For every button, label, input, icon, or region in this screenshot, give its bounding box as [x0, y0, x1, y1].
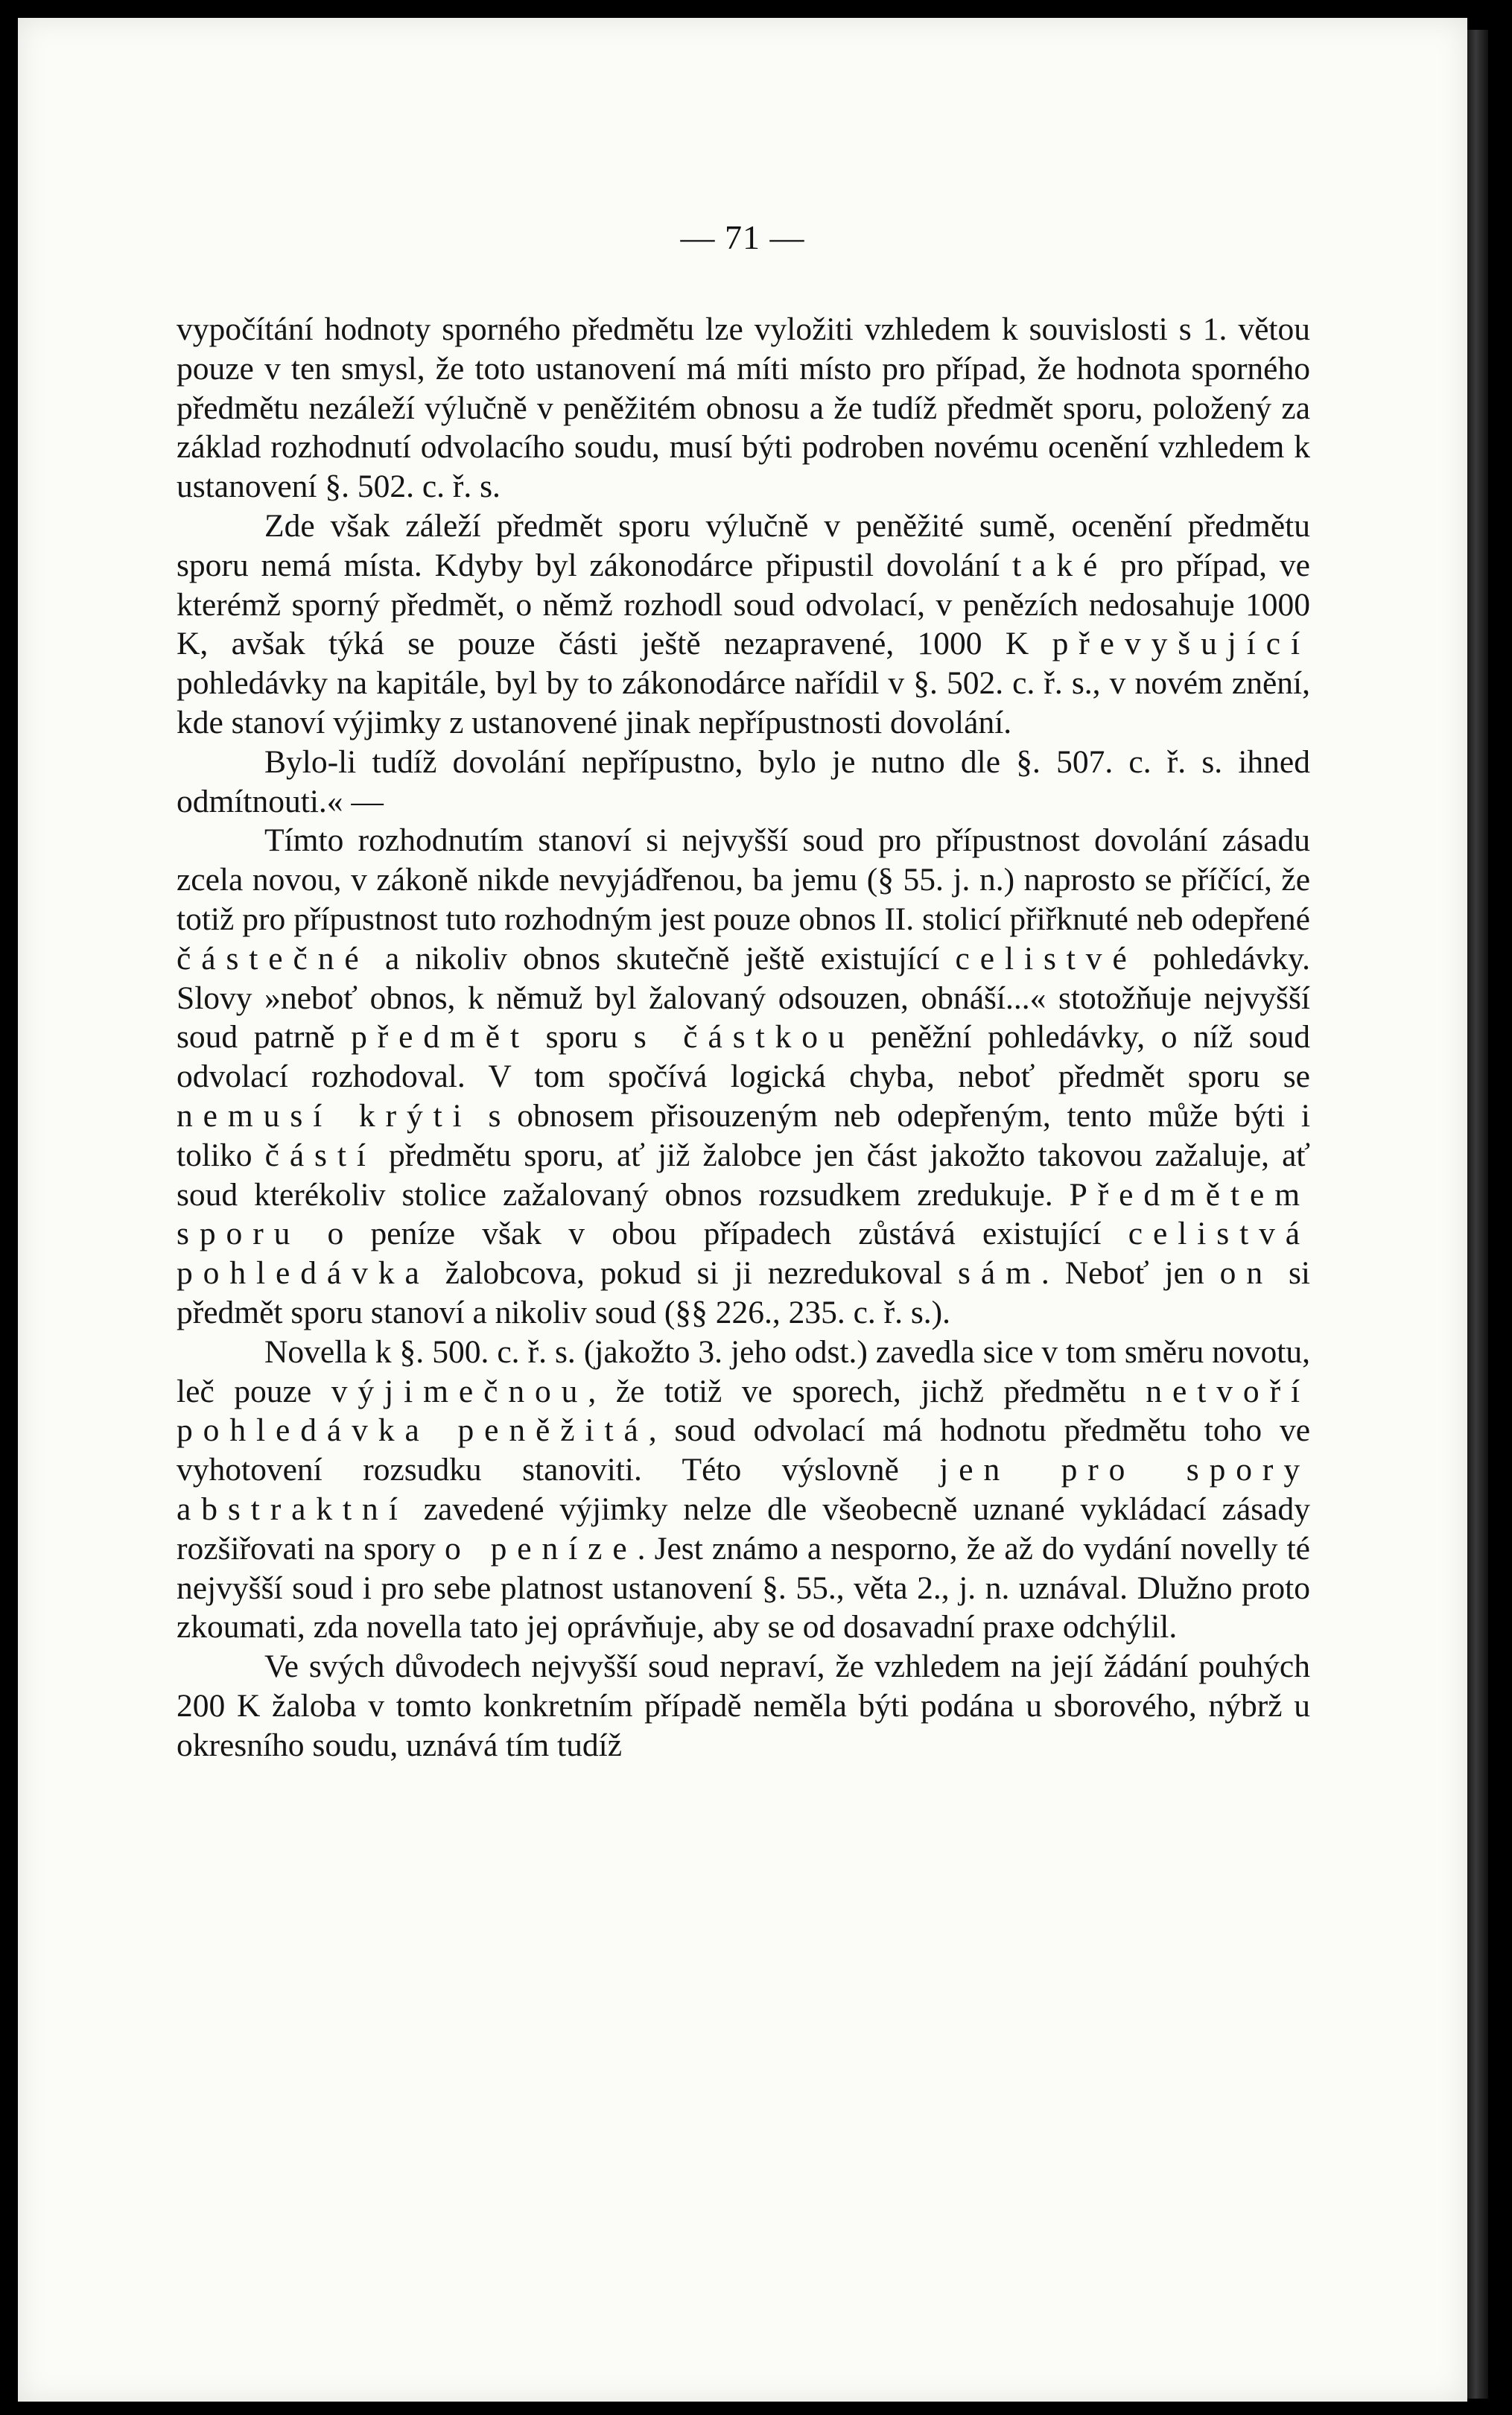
text-run: Novella k §. 500. c. ř. s. (jakožto 3. jeho odst.) zavedla sice v tom směru novotu, leč pouze — [177, 1333, 1310, 1409]
spaced-emphasis: on — [1219, 1255, 1274, 1292]
spaced-emphasis: výjimečnou — [331, 1373, 588, 1409]
spaced-emphasis: částečné — [177, 940, 369, 977]
text-run: o peníze však v obou případech zůstává existující — [300, 1216, 1128, 1252]
spaced-emphasis: jen pro spory abstraktní — [177, 1452, 1311, 1527]
spaced-emphasis: také — [1012, 547, 1108, 583]
spaced-emphasis: netvoří pohledávka peněžitá — [177, 1373, 1310, 1449]
paragraph-p4 — [177, 821, 1310, 1332]
text-run: pohledávky na kapitále, byl by to zákonodárce nařídil v §. 502. c. ř. s., v novém znění, kde stanoví výjimky z ustanovené jinak nepřípustnosti dovolání. — [177, 665, 1310, 740]
text-run: Bylo-li tudíž dovolání nepřípustno, bylo je nutno dle §. 507. c. ř. s. ihned odmítnouti.« — — [177, 743, 1310, 819]
text-run: Ve svých důvodech nejvyšší soud nepraví, že vzhledem na její žádání pouhých 200 K žaloba v tomto konkretním případě neměla býti podána u sborového, nýbrž u okresního soudu, uznává tím tudíž — [177, 1648, 1310, 1763]
spaced-emphasis: s částkou — [633, 1019, 855, 1056]
text-run: žalobcova, pokud si ji nezredukoval — [429, 1255, 959, 1292]
text-run: si předmět sporu stanoví a nikoliv soud (§§ 226., 235. c. ř. s.). — [177, 1255, 1311, 1330]
text-run: zavedené výjimky nelze dle všeobecně uznané vykládací zásady rozšiřovati na spory — [177, 1491, 1310, 1567]
spaced-emphasis: celistvé — [955, 940, 1137, 977]
paragraph-p2 — [177, 507, 1310, 743]
text-run: předmětu sporu, ať již žalobce jen část jakožto takovou zažaluje, ať soud kterékoliv stolice zažalovaný obnos rozsudkem zredukuje. — [177, 1137, 1310, 1213]
spaced-emphasis: o peníze — [444, 1530, 638, 1567]
spaced-emphasis: předmět — [351, 1019, 530, 1056]
text-run: peněžní pohledávky, o níž soud odvolací rozhodoval. V tom spočívá logická chyba, neboť předmět sporu se — [177, 1019, 1310, 1095]
text-run: s obnosem přisouzeným neb odepřeným, tento může býti i toliko — [177, 1097, 1310, 1173]
spaced-emphasis: sám — [958, 1255, 1041, 1292]
text-run: . Jest známo a nesporno, že až do vydání novelly té nejvyšší soud i pro sebe platnost ustanovení §. 55., věta 2., j. n. uznával. Dlužno proto zkoumati, zda novella tato jej oprávňuje, aby se od dosavadní praxe odchýlil. — [177, 1530, 1310, 1646]
page-body-text — [177, 310, 1310, 1765]
text-run: vypočítání hodnoty sporného předmětu lze vyložiti vzhledem k souvislosti s 1. větou pouze v ten smysl, že toto ustanovení má míti místo pro případ, že hodnota sporného předmětu nezáleží výlučně v peněžitém obnosu a že tudíž předmět sporu, položený za základ rozhodnutí odvolacího soudu, musí býti podroben novému ocenění vzhledem k ustanovení §. 502. c. ř. s. — [177, 311, 1310, 505]
page-number: — 71 — — [680, 218, 805, 256]
text-run: a nikoliv obnos skutečně ještě existující — [369, 940, 956, 977]
spaced-emphasis: převyšující — [1052, 626, 1310, 662]
paragraph-p3 — [177, 743, 1310, 822]
paragraph-p5 — [177, 1333, 1310, 1647]
book-page — [18, 18, 1467, 2402]
page-edge-shadow — [1467, 30, 1488, 2399]
spaced-emphasis: nemusí krýti — [177, 1097, 472, 1134]
text-run: Tímto rozhodnutím stanoví si nejvyšší soud pro přípustnost dovolání zásadu zcela novou, v zákoně nikde nevyjádřenou, ba jemu (§ 55. j. n.) naprosto se příčící, že totiž pro přípustnost tuto rozhodným jest pouze obnos II. stolicí přiřknuté neb odepřené — [177, 822, 1310, 937]
text-run: , soud odvolací má hodnotu předmětu toho ve vyhotovení rozsudku stanoviti. Této výslovně — [177, 1412, 1310, 1488]
text-run: pohledávky. Slovy »neboť obnos, k němuž byl žalovaný odsouzen, obnáší...« stotožňuje nejvyšší soud patrně — [177, 940, 1310, 1056]
text-run: Zde však záleží předmět sporu výlučně v peněžité sumě, ocenění předmětu sporu nemá místa. Kdyby byl zákonodárce připustil dovolání — [177, 507, 1310, 583]
paragraph-p1 — [177, 310, 1310, 507]
spaced-emphasis: celistvá pohledávka — [177, 1216, 1310, 1292]
paragraph-p6 — [177, 1647, 1310, 1765]
spaced-emphasis: částí — [264, 1137, 376, 1173]
spaced-emphasis: Předmětem sporu — [177, 1176, 1310, 1252]
text-run: , že totiž ve sporech, jichž předmětu — [588, 1373, 1146, 1409]
text-run: . Neboť jen — [1041, 1255, 1220, 1292]
text-run: pro případ, ve kterémž sporný předmět, o němž rozhodl soud odvolací, v penězích nedosahuje 1000 K, avšak týká se pouze části ještě nezapravené, 1000 K — [177, 547, 1310, 662]
text-run: sporu — [530, 1019, 634, 1056]
